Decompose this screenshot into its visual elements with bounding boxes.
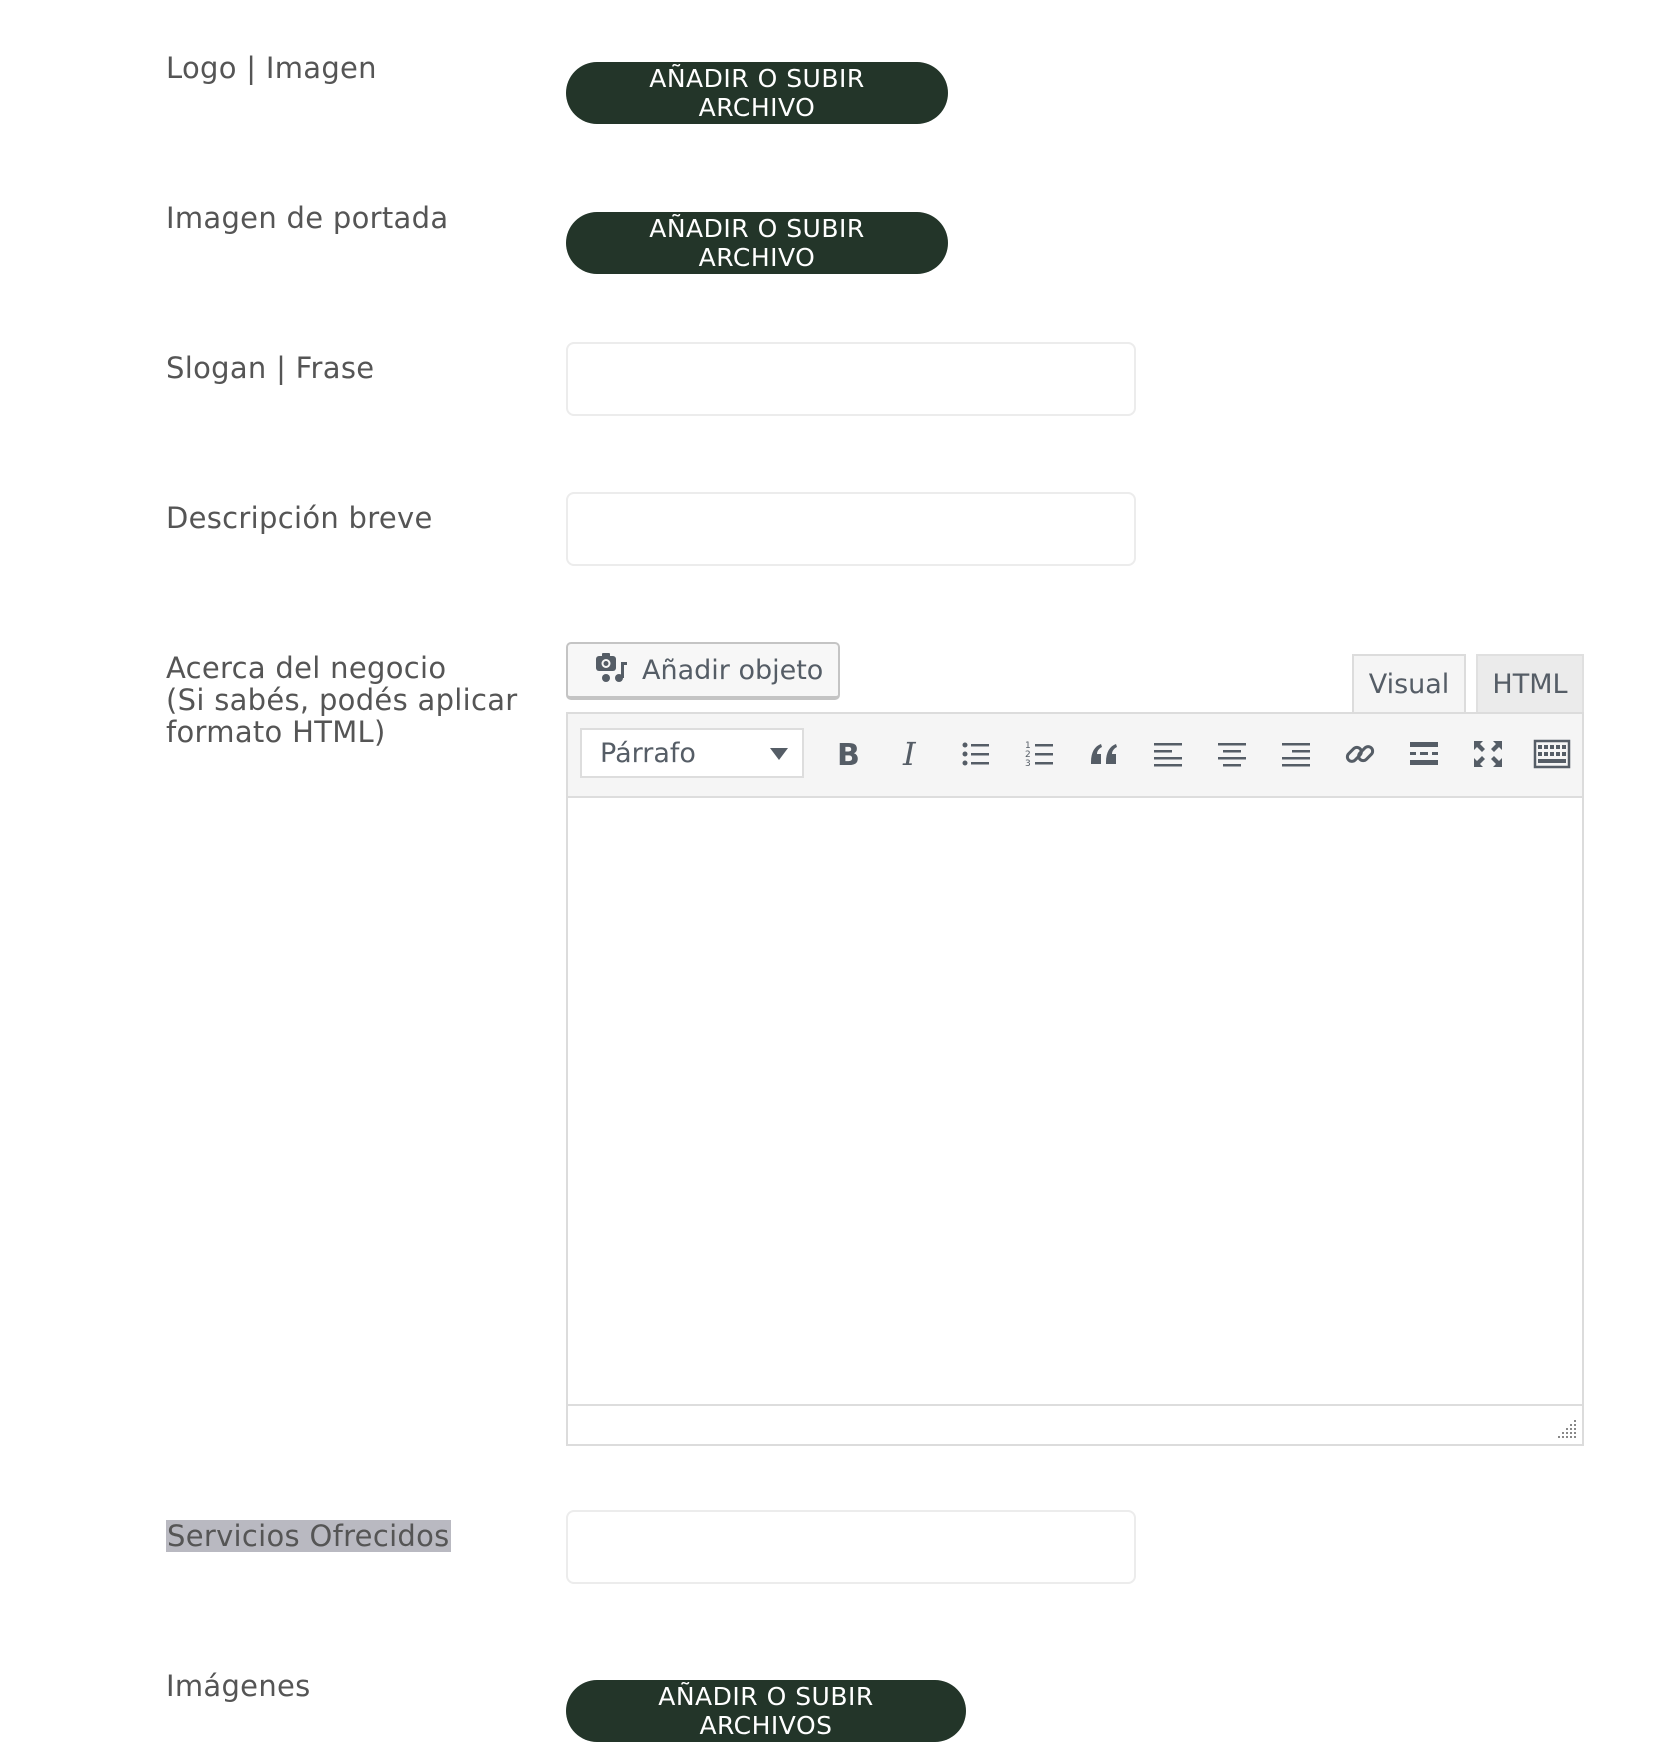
italic-icon[interactable] [892, 734, 932, 774]
about-label [166, 652, 518, 748]
align-center-icon[interactable] [1212, 734, 1252, 774]
rich-text-editor [566, 712, 1584, 1446]
short-description-label: Descripción breve [166, 501, 433, 535]
read-more-icon[interactable] [1404, 734, 1444, 774]
cover-upload-button[interactable]: AÑADIR O SUBIR ARCHIVO [566, 212, 948, 274]
media-icon [594, 650, 628, 691]
link-icon[interactable] [1340, 734, 1380, 774]
cover-image-label: Imagen de portada [166, 201, 449, 235]
numbered-list-icon[interactable] [1020, 734, 1060, 774]
editor-content-area[interactable] [568, 798, 1582, 1398]
align-left-icon[interactable] [1148, 734, 1188, 774]
editor-toolbar [568, 714, 1582, 798]
add-media-button[interactable] [566, 642, 840, 700]
services-label: Servicios Ofrecidos [167, 1519, 450, 1553]
bold-icon[interactable] [828, 734, 868, 774]
toolbar-toggle-icon[interactable] [1532, 734, 1572, 774]
svg-text:2: 2 [1025, 750, 1031, 760]
blockquote-icon[interactable] [1084, 734, 1124, 774]
editor-status-bar [568, 1404, 1582, 1444]
svg-text:3: 3 [1025, 759, 1031, 769]
format-select[interactable] [580, 728, 804, 778]
tab-html[interactable]: HTML [1476, 654, 1584, 712]
svg-text:1: 1 [1025, 741, 1031, 751]
format-select-value: Párrafo [600, 737, 696, 769]
bullet-list-icon[interactable] [956, 734, 996, 774]
logo-upload-button[interactable]: AÑADIR O SUBIR ARCHIVO [566, 62, 948, 124]
add-media-label: Añadir objeto [642, 654, 824, 686]
slogan-label: Slogan | Frase [166, 351, 375, 385]
images-label: Imágenes [166, 1669, 311, 1703]
fullscreen-icon[interactable] [1468, 734, 1508, 774]
tab-visual[interactable]: Visual [1352, 654, 1466, 712]
short-description-input[interactable] [566, 492, 1136, 566]
svg-text:I: I [903, 737, 916, 771]
align-right-icon[interactable] [1276, 734, 1316, 774]
about-label-line3: formato HTML) [166, 715, 386, 749]
svg-text:B: B [837, 738, 860, 771]
about-label-line1: Acerca del negocio [166, 651, 447, 685]
services-input[interactable] [566, 1510, 1136, 1584]
about-label-line2: (Si sabés, podés aplicar [166, 683, 518, 717]
resize-handle-icon[interactable] [1556, 1418, 1578, 1440]
chevron-down-icon [770, 748, 788, 760]
images-upload-button[interactable]: AÑADIR O SUBIR ARCHIVOS [566, 1680, 966, 1742]
slogan-input[interactable] [566, 342, 1136, 416]
logo-label: Logo | Imagen [166, 51, 377, 85]
